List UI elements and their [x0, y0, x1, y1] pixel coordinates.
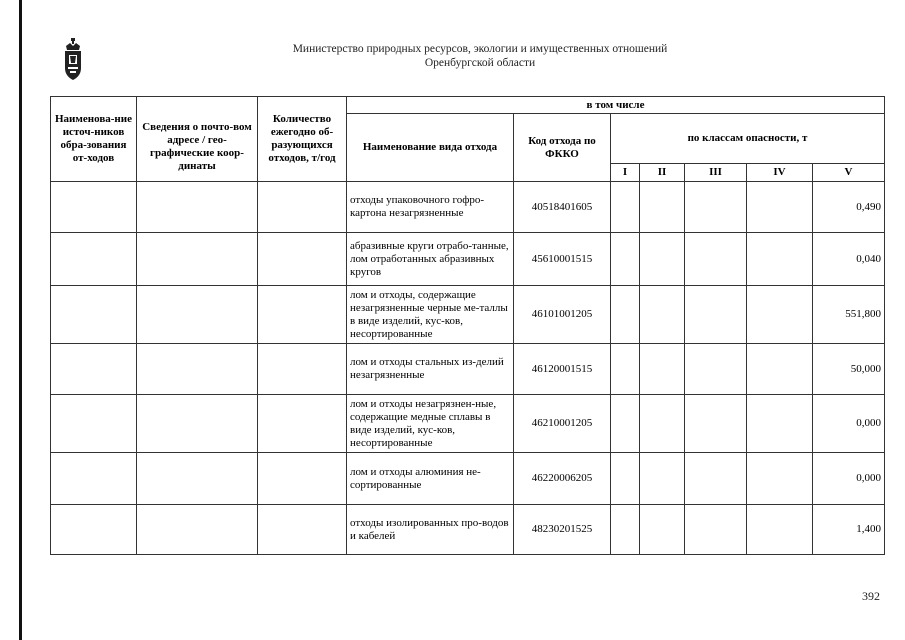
- class-2-cell: [640, 505, 685, 555]
- source-cell: [51, 344, 137, 395]
- class-5-cell: 0,490: [813, 182, 885, 233]
- class-4-cell: [747, 395, 813, 453]
- address-cell: [137, 344, 258, 395]
- table-row: [51, 395, 885, 453]
- class-2-cell: [640, 182, 685, 233]
- header-waste-name: Наименование вида отхода: [347, 114, 514, 182]
- fkko-code-cell: 46210001205: [514, 395, 611, 453]
- header-class-1: I: [611, 164, 640, 182]
- class-4-cell: [747, 505, 813, 555]
- class-3-cell: [685, 395, 747, 453]
- quantity-cell: [258, 453, 347, 505]
- class-2-cell: [640, 395, 685, 453]
- header-source-name: Наименова-ние источ-ников обра-зования от-ходов: [51, 97, 137, 182]
- table-row: [51, 453, 885, 505]
- fkko-code-cell: 46220006205: [514, 453, 611, 505]
- class-1-cell: [611, 453, 640, 505]
- fkko-code-cell: 46101001205: [514, 286, 611, 344]
- source-cell: [51, 395, 137, 453]
- header-class-2: II: [640, 164, 685, 182]
- class-3-cell: [685, 233, 747, 286]
- address-cell: [137, 395, 258, 453]
- class-2-cell: [640, 233, 685, 286]
- class-2-cell: [640, 344, 685, 395]
- source-cell: [51, 182, 137, 233]
- document-header: [150, 42, 810, 70]
- class-1-cell: [611, 505, 640, 555]
- header-class-4: IV: [747, 164, 813, 182]
- waste-name-cell: отходы изолированных про-водов и кабелей: [347, 505, 514, 555]
- quantity-cell: [258, 344, 347, 395]
- page-number: 392: [862, 589, 880, 603]
- page-left-border: [19, 0, 22, 640]
- class-4-cell: [747, 233, 813, 286]
- class-5-cell: 0,000: [813, 453, 885, 505]
- waste-name-cell: лом и отходы, содержащие незагрязненные черные ме-таллы в виде изделий, кус-ков, несортированные: [347, 286, 514, 344]
- table-row: [51, 182, 885, 233]
- header-fkko-code: Код отхода по ФККО: [514, 114, 611, 182]
- address-cell: [137, 453, 258, 505]
- fkko-code-cell: 40518401605: [514, 182, 611, 233]
- class-1-cell: [611, 233, 640, 286]
- header-hazard-classes: по классам опасности, т: [611, 114, 885, 164]
- class-4-cell: [747, 182, 813, 233]
- address-cell: [137, 286, 258, 344]
- class-3-cell: [685, 344, 747, 395]
- class-5-cell: 551,800: [813, 286, 885, 344]
- header-class-3: III: [685, 164, 747, 182]
- waste-name-cell: лом и отходы стальных из-делий незагрязненные: [347, 344, 514, 395]
- waste-name-cell: отходы упаковочного гофро-картона незагрязненные: [347, 182, 514, 233]
- quantity-cell: [258, 505, 347, 555]
- waste-table: [50, 96, 885, 555]
- class-1-cell: [611, 182, 640, 233]
- class-2-cell: [640, 453, 685, 505]
- class-3-cell: [685, 286, 747, 344]
- class-5-cell: 0,000: [813, 395, 885, 453]
- table-row: [51, 286, 885, 344]
- header-including: в том числе: [347, 97, 885, 114]
- waste-name-cell: лом и отходы алюминия не-сортированные: [347, 453, 514, 505]
- class-3-cell: [685, 453, 747, 505]
- class-5-cell: 1,400: [813, 505, 885, 555]
- class-2-cell: [640, 286, 685, 344]
- waste-name-cell: лом и отходы незагрязнен-ные, содержащие медные сплавы в виде изделий, кус-ков, несортированные: [347, 395, 514, 453]
- class-4-cell: [747, 453, 813, 505]
- source-cell: [51, 286, 137, 344]
- table-row: [51, 505, 885, 555]
- class-3-cell: [685, 182, 747, 233]
- fkko-code-cell: 48230201525: [514, 505, 611, 555]
- quantity-cell: [258, 233, 347, 286]
- class-3-cell: [685, 505, 747, 555]
- waste-name-cell: абразивные круги отрабо-танные, лом отработанных абразивных кругов: [347, 233, 514, 286]
- ministry-name: Министерство природных ресурсов, экологии и имущественных отношений: [292, 43, 668, 55]
- quantity-cell: [258, 395, 347, 453]
- fkko-code-cell: 45610001515: [514, 233, 611, 286]
- source-cell: [51, 233, 137, 286]
- quantity-cell: [258, 182, 347, 233]
- header-quantity: Количество ежегодно об-разующихся отходов, т/год: [258, 97, 347, 182]
- class-5-cell: 0,040: [813, 233, 885, 286]
- source-cell: [51, 505, 137, 555]
- region-name: Оренбургской области: [424, 57, 536, 69]
- table-row: [51, 344, 885, 395]
- class-1-cell: [611, 395, 640, 453]
- fkko-code-cell: 46120001515: [514, 344, 611, 395]
- table-row: [51, 233, 885, 286]
- class-5-cell: 50,000: [813, 344, 885, 395]
- source-cell: [51, 453, 137, 505]
- class-1-cell: [611, 344, 640, 395]
- address-cell: [137, 182, 258, 233]
- address-cell: [137, 505, 258, 555]
- header-class-5: V: [813, 164, 885, 182]
- address-cell: [137, 233, 258, 286]
- header-address: Сведения о почто-вом адресе / гео-графические коор-динаты: [137, 97, 258, 182]
- class-4-cell: [747, 286, 813, 344]
- coat-of-arms-icon: [62, 38, 84, 82]
- class-1-cell: [611, 286, 640, 344]
- class-4-cell: [747, 344, 813, 395]
- quantity-cell: [258, 286, 347, 344]
